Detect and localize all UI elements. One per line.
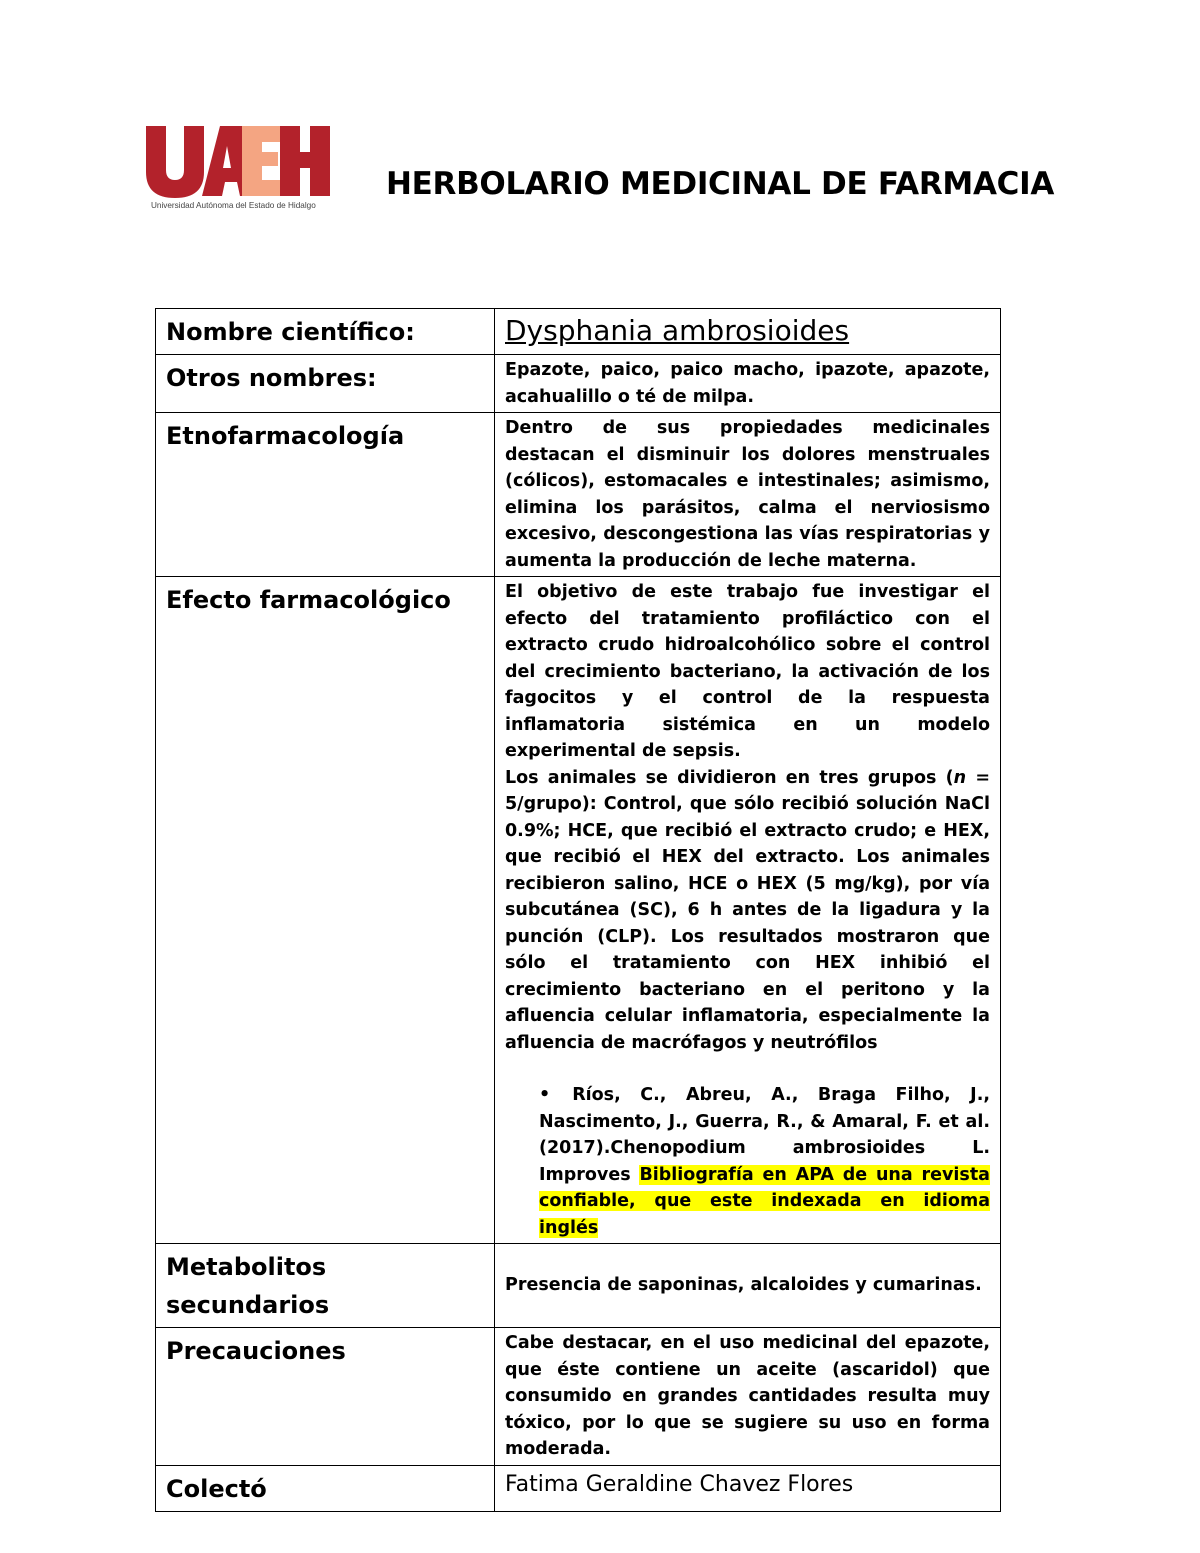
row-otros-nombres (156, 355, 1001, 413)
label-colecto: Colectó (156, 1465, 495, 1511)
row-colecto (156, 1465, 1001, 1511)
label-metabolitos: Metabolitos secundarios (156, 1244, 495, 1328)
value-nombre-cientifico (495, 309, 1001, 355)
document-title: HERBOLARIO MEDICINAL DE FARMACIA (386, 166, 1055, 202)
reference-text: Ríos, C., Abreu, A., Braga Filho, J., Nascimento, J., Guerra, R., & Amaral, F. et al. (2017).Chenopodium ambrosioides L. Improves (539, 1085, 990, 1185)
logo-caption: Universidad Autónoma del Estado de Hidalgo (151, 201, 316, 210)
row-nombre-cientifico (156, 309, 1001, 355)
uaeh-logo (144, 122, 334, 212)
collector-name: Fatima Geraldine Chavez Flores (505, 1471, 854, 1497)
label-precauciones: Precauciones (156, 1328, 495, 1466)
label-otros-nombres: Otros nombres: (156, 355, 495, 413)
value-etnofarmacologia: Dentro de sus propiedades medicinales destacan el disminuir los dolores menstruales (cólicos), estomacales e intestinales; asimismo, elimina los parásitos, calma el nerviosismo excesivo, descongestiona las vías respiratorias y aumenta la producción de leche materna. (495, 413, 1001, 577)
efecto-n-symbol: n (953, 767, 967, 788)
row-precauciones (156, 1328, 1001, 1466)
value-efecto-farmacologico (495, 577, 1001, 1244)
efecto-paragraph-2-start: Los animales se dividieron en tres grupos ( (505, 767, 954, 788)
efecto-paragraph-1: El objetivo de este trabajo fue investigar el efecto del tratamiento profiláctico con el extracto crudo hidroalcohólico sobre el control del crecimiento bacteriano, la activación de los fagocitos y el control de la respuesta inflamatoria sistémica en un modelo experimental de sepsis. (505, 582, 990, 761)
value-metabolitos: Presencia de saponinas, alcaloides y cumarinas. (495, 1244, 1001, 1328)
label-etnofarmacologia: Etnofarmacología (156, 413, 495, 577)
row-efecto-farmacologico (156, 577, 1001, 1244)
value-otros-nombres: Epazote, paico, paico macho, ipazote, apazote, acahualillo o té de milpa. (495, 355, 1001, 413)
paragraph-spacer (505, 1056, 990, 1082)
value-precauciones: Cabe destacar, en el uso medicinal del epazote, que éste contiene un aceite (ascaridol) que consumido en grandes cantidades resulta muy tóxico, por lo que se sugiere su uso en forma moderada. (495, 1328, 1001, 1466)
value-colecto (495, 1465, 1001, 1511)
reference-item (505, 1082, 990, 1241)
label-efecto-farmacologico: Efecto farmacológico (156, 577, 495, 1244)
herbarium-table (155, 308, 1001, 1512)
bullet-icon: • (539, 1085, 551, 1105)
row-etnofarmacologia (156, 413, 1001, 577)
efecto-paragraph-2-rest: = 5/grupo): Control, que sólo recibió solución NaCl 0.9%; HCE, que recibió el extracto crudo; e HEX, que recibió el HEX del extracto. Los animales recibieron salino, HCE o HEX (5 mg/kg), por vía subcutánea (SC), 6 h antes de la ligadura y la punción (CLP). Los resultados mostraron que sólo el tratamiento con HEX inhibió el crecimiento bacteriano en el peritono y la afluencia celular inflamatoria, especialmente la afluencia de macrófagos y neutrófilos (505, 767, 990, 1053)
efecto-paragraph-2 (505, 765, 990, 1057)
scientific-name: Dysphania ambrosioides (505, 314, 850, 347)
label-nombre-cientifico: Nombre científico: (156, 309, 495, 355)
row-metabolitos (156, 1244, 1001, 1328)
reference-highlight: Bibliografía en APA de una revista confiable, que este indexada en idioma inglés (539, 1164, 990, 1238)
